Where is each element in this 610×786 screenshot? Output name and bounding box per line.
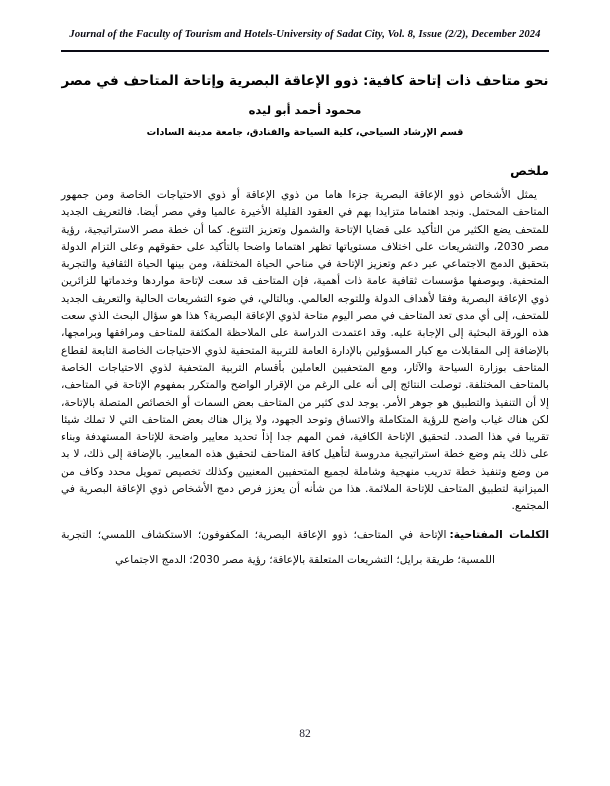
journal-header-text: Journal of the Faculty of Tourism and Hotels-University of Sadat City, Vol. 8, Issue (2/2), December 2024 [69,29,541,40]
abstract-text: يمثل الأشخاص ذوو الإعاقة البصرية جزءا هاما من ذوي الإعاقة أو ذوي الاحتياجات الخاصة ومن جمهور المتاحف المحتمل. ونجد اهتماما متزايدا بهم في العقود القليلة الأخيرة عالميا وفي مصر أيضا. فالتعريف الجديد للمتحف يضع الكثير من التأكيد على قضايا الإتاحة والشمول وتعزيز التنوع. كما أن خطة مصر الاستراتيجية، رؤية مصر 2030، والتشريعات على اختلاف مستوياتها تظهر اهتماما واضحا بالتأكيد على حقوقهم وعلى التزام الدولة بتحقيق الدمج الاجتماعي عبر دعم وتعزيز الإتاحة في مناحي الحياة المختلفة، ومن بينها الحياة الثقافية والتجربة المتحفية. وبوصفها مؤسسات ثقافية عامة ذات أهمية، فإن المتاحف قد سعت لإتاحة مواردها وخدماتها للزائرين ذوي الإعاقة البصرية وفقا لأهداف الدولة وللتوجه العالمي. وبالتالي، في ضوء التشريعات الحالية والتعريف الجديد للمتحف، إلى أي مدى تعد المتاحف في مصر اليوم متاحة لذوي الإعاقة البصرية؟ هذا هو سؤال البحث الذي سعت هذه الورقة البحثية إلى الإجابة عليه. وقد اعتمدت الدراسة على الملاحظة المكثفة للمتاحف ومرافقها وبرامجها، بالإضافة إلى المقابلات مع كبار المسؤولين بالإدارة العامة للتربية المتحفية لذوي الاحتياجات الخاصة التابعة لقطاع المتاحف بوزارة السياحة والآثار، ومع المتحفيين العاملين بأقسام التربية المتحفية لذوي الاحتياجات الخاصة بالمتاحف المختلفة. توصلت النتائج إلى أنه على الرغم من الإقرار الواضح والمتكرر بمفهوم الإتاحة في المتاحف، إلا أن التنفيذ والتطبيق هو جوهر الأمر. يوجد لدى كثير من المتاحف بعض السمات أو الخصائص المتصلة بالإتاحة، لكن هناك غياب واضح للرؤية المتكاملة والاتساق وتوحد الجهود، ولا يزال هناك بعض المتاحف التي لا تملك شيئا تقريبا في هذا الصدد. لتحقيق الإتاحة الكافية، فمن المهم جدا إذاً تحديد معايير واضحة للإتاحة المستهدفة وبناء على ذلك يتم وضع خطة استراتيجية مدروسة لتأهيل كافة المتاحف لتحقيق هذه المعايير. بالإضافة إلى ذلك، لا بد من وضع وتنفيذ خطة تدريب منهجية وشاملة لجميع المتحفيين المعنيين وكذلك تخصيص تمويل محدد وكاف من الميزانية لتطبيق المتاحف للإتاحة الملائمة. هذا من شأنه أن يعزز فرص دمج الأشخاص ذوي الإعاقة البصرية في المجتمع. [61,189,549,513]
journal-header [61,0,549,52]
article-title: نحو متاحف ذات إتاحة كافية: ذوو الإعاقة البصرية وإتاحة المتاحف في مصر [61,73,549,89]
keywords-label: الكلمات المفتاحية: [449,528,549,541]
article-author: محمود أحمد أبو ليده [248,103,362,117]
page-number: 82 [299,728,311,740]
keywords-paragraph [61,523,549,573]
abstract-heading: ملخص [510,163,549,178]
article-affiliation: قسم الإرشاد السياحي، كلية السياحة والفنادق، جامعة مدينة السادات [146,127,464,138]
keywords-text: الإتاحة في المتاحف؛ ذوو الإعاقة البصرية؛ المكفوفون؛ الاستكشاف اللمسي؛ التجربة اللمسية؛ طريقة برايل؛ التشريعات المتعلقة بالإعاقة؛ رؤية مصر 2030؛ الدمج الاجتماعي [61,528,495,566]
page-content [61,0,549,573]
